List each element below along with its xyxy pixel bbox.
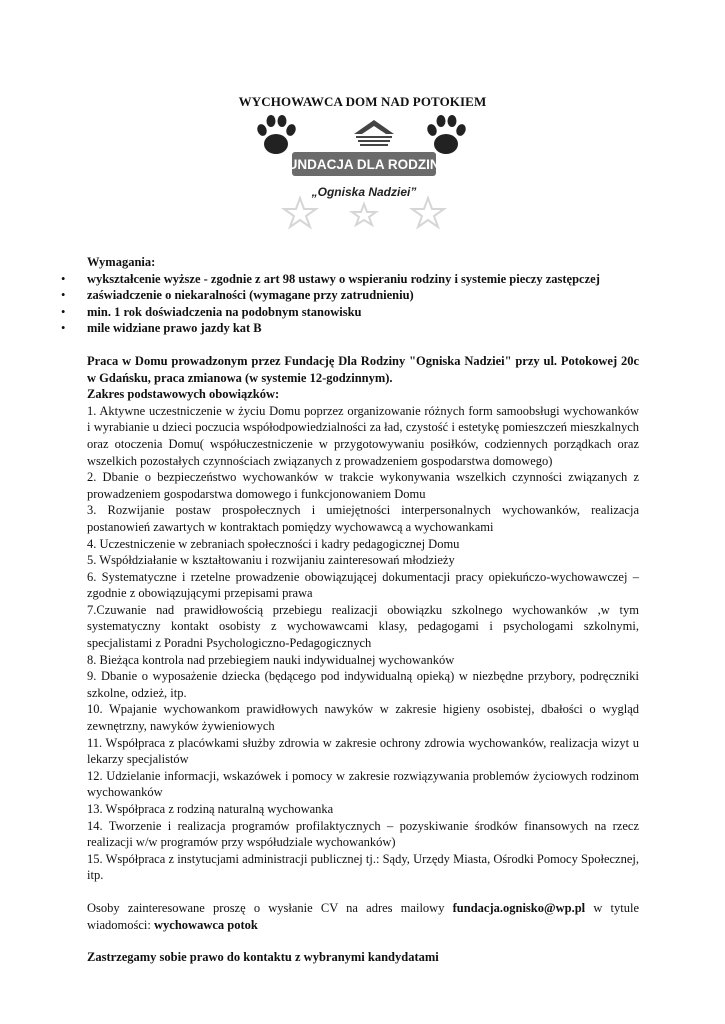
duty-item: 7.Czuwanie nad prawidłowością przebiegu realizacji obowiązku szkolnego wychowanków ,w tym systematyczny kontakt osobisty z wychowawcami klasy, pedagogami i psychologami szkolnymi, specjalistami z Poradni Psychologiczno-Pedagogicznych xyxy=(87,602,639,651)
bullet-icon: • xyxy=(61,288,66,303)
job-info: Praca w Domu prowadzonym przez Fundację Dla Rodziny "Ogniska Nadziei" przy ul. Potokowej 20c w Gdańsku, praca zmianowa (w systemie 12-godzinnym). xyxy=(87,353,639,385)
duty-item: 14. Tworzenie i realizacja programów profilaktycznych – pozyskiwanie środków finansowych na rzecz realizacji w/w programów przy współudziale wychowanków) xyxy=(87,818,639,850)
paw-left-icon xyxy=(256,115,298,154)
contact-subject: wychowawca potok xyxy=(154,917,258,932)
footer-note: Zastrzegamy sobie prawo do kontaktu z wybranymi kandydatami xyxy=(87,950,439,965)
duty-item: 2. Dbanie o bezpieczeństwo wychowanków w trakcie wykonywania wszelkich czynności związanych z prowadzeniem gospodarstwa domowego i funkcjonowaniem Domu xyxy=(87,470,639,501)
bullet-icon: • xyxy=(61,321,66,336)
logo-org-name: FUNDACJA DLA RODZINY xyxy=(279,157,449,172)
duties-heading: Zakres podstawowych obowiązków: xyxy=(87,387,280,402)
duty-item: 6. Systematyczne i rzetelne prowadzenie obowiązującej dokumentacji pracy opiekuńczo-wychowawczej – zgodnie z obowiązującymi przepisami prawa xyxy=(87,569,639,601)
logo-subtitle: „Ogniska Nadziei” xyxy=(311,185,417,199)
requirement-text: wykształcenie wyższe - zgodnie z art 98 ustawy o wspieraniu rodziny i systemie pieczy zastępczej xyxy=(87,271,600,286)
duty-item: 13. Współpraca z rodziną naturalną wychowanka xyxy=(87,802,334,816)
duty-item: 12. Udzielanie informacji, wskazówek i pomocy w zakresie rozwiązywania problemów życiowych rodzinom wychowanków xyxy=(87,768,639,800)
bullet-icon: • xyxy=(61,304,66,319)
page-title: WYCHOWAWCA DOM NAD POTOKIEM xyxy=(238,94,487,109)
foundation-logo xyxy=(254,112,474,234)
requirement-text: mile widziane prawo jazdy kat B xyxy=(87,321,262,336)
duty-item: 8. Bieżąca kontrola nad przebiegiem nauki indywidualnej wychowanków xyxy=(87,652,455,667)
paw-right-icon xyxy=(426,115,468,154)
duty-item: 10. Wpajanie wychowankom prawidłowych nawyków w zakresie higieny osobistej, dbałości o wygląd zewnętrzny, nawyków żywieniowych xyxy=(87,702,639,734)
duty-item: 4. Uczestniczenie w zebraniach społeczności i kadry pedagogicznej Domu xyxy=(87,536,460,551)
requirements-list xyxy=(61,271,639,337)
contact-paragraph xyxy=(87,900,639,933)
list-item xyxy=(61,271,639,288)
duty-item: 3. Rozwijanie postaw prospołecznych i umiejętności interpersonalnych wychowanków, realizacja postanowień zawartych w kontraktach pomiędzy wychowawcą a wychowankami xyxy=(87,503,639,534)
requirements-heading: Wymagania: xyxy=(87,255,156,269)
duties-list xyxy=(87,403,639,884)
duty-item: 5. Współdziałanie w kształtowaniu i rozwijaniu zainteresowań młodzieży xyxy=(87,553,455,568)
duty-item: 1. Aktywne uczestniczenie w życiu Domu poprzez organizowanie różnych form samoobsługi wychowanków i wyrabianie u dzieci poczucia współodpowiedzialności za ład, czystość i estetykę pomieszczeń mieszkalnych oraz otoczenia Domu( współuczestniczenie w przygotowywaniu posiłków, codziennych porządkach oraz wszelkich pozostałych czynnościach związanych z prowadzeniem gospodarstwa domowego) xyxy=(87,403,639,468)
duty-item: 9. Dbanie o wyposażenie dziecka (będącego pod indywidualną opieką) w niezbędne przybory, podręczniki szkolne, odzież, itp. xyxy=(87,669,639,700)
list-item xyxy=(61,287,639,304)
requirement-text: min. 1 rok doświadczenia na podobnym stanowisku xyxy=(87,304,362,319)
bullet-icon: • xyxy=(61,271,66,286)
star-decoration-icon xyxy=(284,198,444,227)
document-body xyxy=(61,254,640,966)
house-roof-icon xyxy=(354,120,394,146)
contact-email-link[interactable]: fundacja.ognisko@wp.pl xyxy=(452,900,586,915)
contact-text: w tytule wiadomości: xyxy=(87,900,640,932)
requirement-text: zaświadczenie o niekaralności (wymagane przy zatrudnieniu) xyxy=(87,288,414,303)
contact-text: Osoby zainteresowane proszę o wysłanie CV na adres mailowy xyxy=(87,900,453,915)
duty-item: 15. Współpraca z instytucjami administracji publicznej tj.: Sądy, Urzędy Miasta, Ośrodki Pomocy Społecznej, itp. xyxy=(87,851,639,883)
duty-item: 11. Współpraca z placówkami służby zdrowia w zakresie ochrony zdrowia wychowanków, realizacja wizyt u lekarzy specjalistów xyxy=(87,735,639,767)
list-item xyxy=(61,320,639,337)
list-item xyxy=(61,304,639,321)
